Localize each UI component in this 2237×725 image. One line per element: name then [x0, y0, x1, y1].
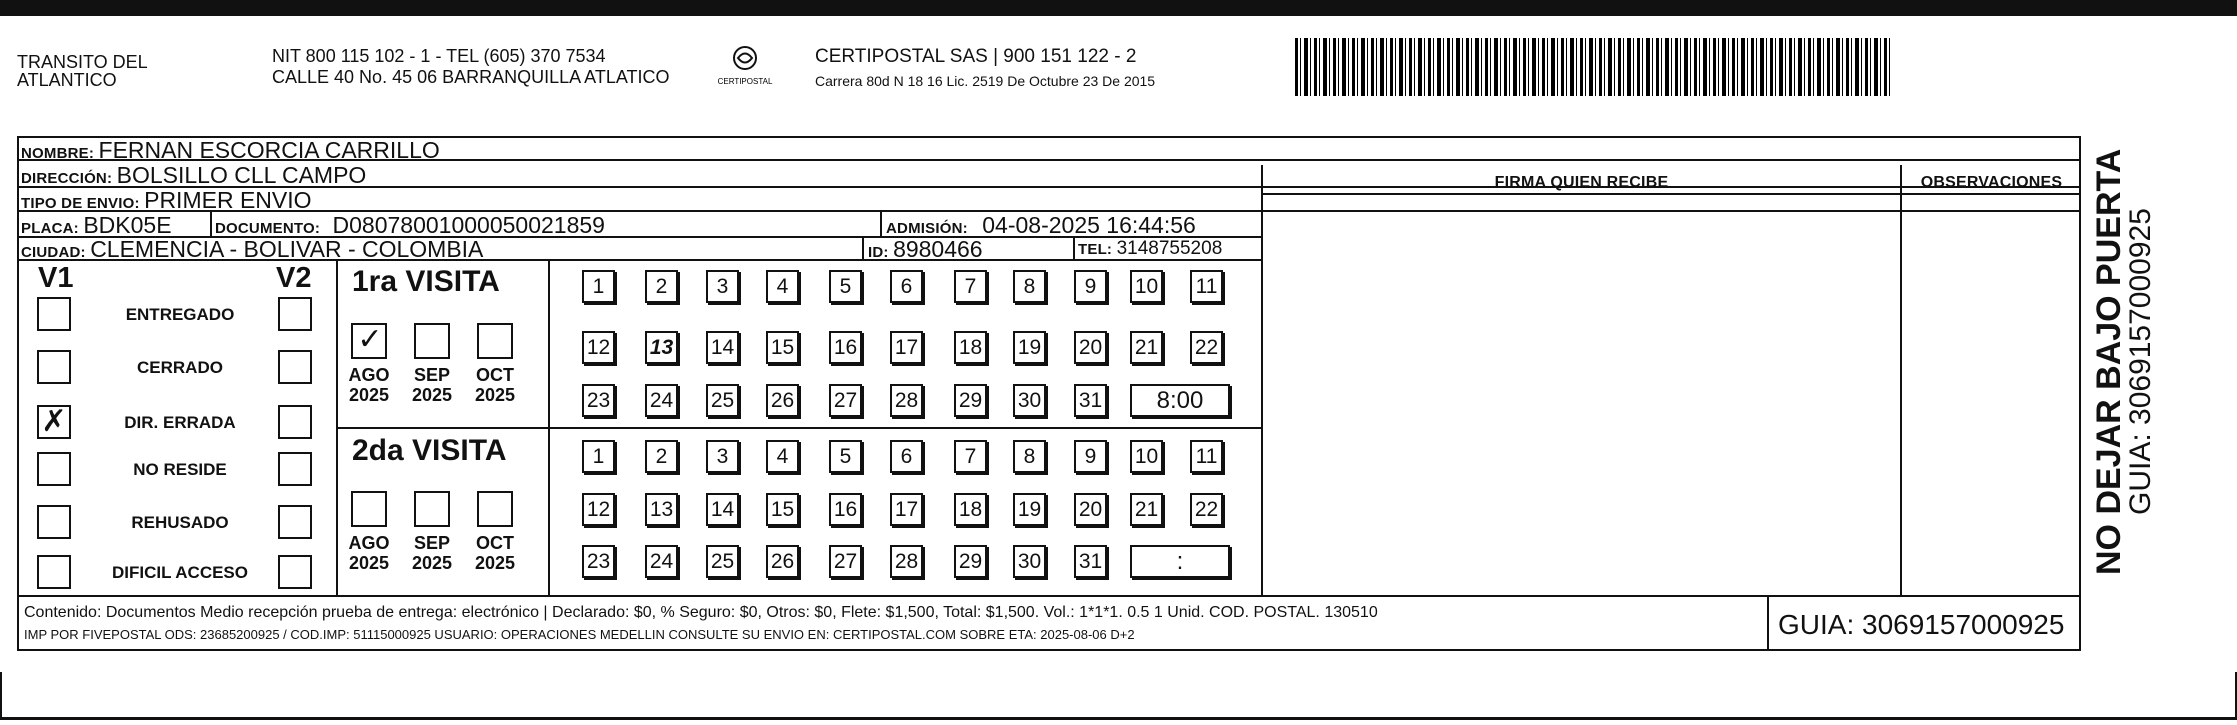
month-year: 2025 — [474, 385, 516, 405]
first-visit-day-box[interactable]: 9 — [1074, 270, 1107, 303]
second-visit-day-box[interactable]: 24 — [645, 545, 678, 578]
second-visit-day-box[interactable]: 9 — [1074, 440, 1107, 473]
second-visit-day-box[interactable]: 30 — [1013, 545, 1046, 578]
first-visit-day-box[interactable]: 25 — [706, 384, 739, 417]
direccion-value: BOLSILLO CLL CAMPO — [116, 162, 367, 188]
first-visit-day-box[interactable]: 8 — [1013, 270, 1046, 303]
documento-value: D080780010000500218​59 — [332, 212, 605, 238]
admision-value: 04-08-2025 16:44:56 — [982, 212, 1196, 238]
row-tel — [1078, 238, 1222, 260]
print-info-line: IMP POR FIVEPOSTAL ODS: 23685200925 / COD.IMP: 51115000925 USUARIO: OPERACIONES MEDELLIN CONSULTE SU ENVIO EN: CERTIPOSTAL.COM SOBRE ETA: 2025-08-06 D+2 — [24, 627, 1135, 642]
month-year: 2025 — [348, 385, 390, 405]
nombre-label: NOMBRE: — [21, 145, 95, 162]
month-year: 2025 — [348, 553, 390, 573]
tel-value: 3148755208 — [1116, 238, 1223, 259]
no-dejar-bajo-puerta: NO DEJAR BAJO PUERTA — [2090, 148, 2128, 575]
first-visit-day-box[interactable]: 6 — [890, 270, 923, 303]
company-license: Carrera 80d N 18 16 Lic. 2519 De Octubre 23 De 2015 — [815, 73, 1156, 89]
second-visit-day-box[interactable]: 22 — [1190, 493, 1223, 526]
first-visit-day-box[interactable]: 27 — [829, 384, 862, 417]
second-visit-day-box[interactable]: 21 — [1130, 493, 1163, 526]
first-visit-day-box[interactable]: 26 — [766, 384, 799, 417]
second-visit-day-box[interactable]: 14 — [706, 493, 739, 526]
contents-line: Contenido: Documentos Medio recepción prueba de entrega: electrónico | Declarado: $0, % Seguro: $0, Otros: $0, Flete: $1,500, Total: $1,500. Vol.: 1*1*1. 0.5 1 Unid. COD. POSTAL. 130510 — [24, 604, 1378, 621]
second-visit-day-box[interactable]: 2 — [645, 440, 678, 473]
first-visit-day-box[interactable]: 12 — [582, 331, 615, 364]
status-v1-checkbox[interactable] — [37, 555, 71, 589]
first-visit-day-box[interactable]: 3 — [706, 270, 739, 303]
first-visit-time-box[interactable]: 8:00 — [1130, 384, 1230, 417]
second-visit-day-box[interactable]: 18 — [954, 493, 987, 526]
svg-text:CERTIPOSTAL: CERTIPOSTAL — [717, 77, 773, 86]
second-visit-day-box[interactable]: 16 — [829, 493, 862, 526]
row-placa — [21, 212, 172, 239]
placa-label: PLACA: — [21, 220, 79, 237]
check-mark-icon: ✓ — [357, 322, 383, 357]
barcode — [1295, 38, 1890, 96]
first-visit-day-box[interactable]: 21 — [1130, 331, 1163, 364]
first-visit-day-box[interactable]: 20 — [1074, 331, 1107, 364]
certipostal-logo-icon — [710, 44, 780, 92]
tel-label: TEL: — [1078, 241, 1113, 258]
second-visit-day-box[interactable]: 19 — [1013, 493, 1046, 526]
ciudad-value: CLEMENCIA - BOLIVAR - COLOMBIA — [90, 236, 484, 262]
first-visit-month-label — [404, 365, 460, 405]
first-visit-day-box[interactable]: 30 — [1013, 384, 1046, 417]
first-visit-month-checkbox[interactable] — [414, 323, 450, 359]
status-label: REHUSADO — [131, 513, 229, 532]
row-id — [868, 236, 983, 263]
status-v2-checkbox[interactable] — [278, 452, 312, 486]
firma-header: FIRMA QUIEN RECIBE — [1494, 174, 1669, 191]
status-v2-checkbox[interactable] — [278, 555, 312, 589]
id-label: ID: — [868, 244, 889, 261]
second-visit-month-label — [341, 533, 397, 573]
month-name: AGO — [348, 533, 390, 553]
second-visit-month-checkbox[interactable] — [414, 491, 450, 527]
second-visit-day-box[interactable]: 8 — [1013, 440, 1046, 473]
first-visit-day-box[interactable]: 31 — [1074, 384, 1107, 417]
second-visit-month-checkbox[interactable] — [477, 491, 513, 527]
first-visit-day-box[interactable]: 23 — [582, 384, 615, 417]
second-visit-day-box[interactable]: 15 — [766, 493, 799, 526]
second-visit-day-box[interactable]: 10 — [1130, 440, 1163, 473]
month-year: 2025 — [474, 553, 516, 573]
second-visit-day-box[interactable]: 1 — [582, 440, 615, 473]
tipo-value: PRIMER ENVIO — [144, 187, 312, 213]
second-visit-day-box[interactable]: 6 — [890, 440, 923, 473]
second-visit-day-box[interactable]: 29 — [954, 545, 987, 578]
nombre-value: FERNAN ESCORCIA CARRILLO — [98, 137, 440, 163]
first-visit-day-box[interactable]: 29 — [954, 384, 987, 417]
month-name: OCT — [476, 533, 514, 553]
status-v1-checkbox[interactable] — [37, 452, 71, 486]
sender-name-line2: ATLANTICO — [17, 70, 117, 90]
first-visit-month-label — [341, 365, 397, 405]
second-visit-day-box[interactable]: 17 — [890, 493, 923, 526]
first-visit-day-box[interactable]: 16 — [829, 331, 862, 364]
second-visit-day-box[interactable]: 26 — [766, 545, 799, 578]
first-visit-day-box[interactable]: 11 — [1190, 270, 1223, 303]
first-visit-day-box[interactable]: 14 — [706, 331, 739, 364]
second-visit-day-box[interactable]: 28 — [890, 545, 923, 578]
second-visit-month-label — [467, 533, 523, 573]
status-v1-checkbox[interactable] — [37, 505, 71, 539]
first-visit-day-box[interactable]: 24 — [645, 384, 678, 417]
second-visit-day-box[interactable]: 11 — [1190, 440, 1223, 473]
v2-header: V2 — [276, 262, 312, 294]
month-name: OCT — [476, 365, 514, 385]
sender-name-line1: TRANSITO DEL — [17, 52, 148, 72]
second-visit-day-box[interactable]: 20 — [1074, 493, 1107, 526]
status-v1-checkbox[interactable] — [37, 405, 71, 439]
first-visit-day-box[interactable]: 2 — [645, 270, 678, 303]
first-visit-day-box[interactable]: 15 — [766, 331, 799, 364]
tipo-label: TIPO DE ENVIO: — [21, 195, 140, 212]
observaciones-header: OBSERVACIONES — [1920, 174, 2063, 191]
status-label: CERRADO — [137, 358, 223, 377]
company-info: CERTIPOSTAL SAS | 900 151 122 - 2 — [815, 46, 1137, 67]
first-visit-title: 1ra VISITA — [352, 265, 500, 298]
first-visit-day-box[interactable]: 10 — [1130, 270, 1163, 303]
first-visit-day-box[interactable]: 19 — [1013, 331, 1046, 364]
certipostal-logo — [710, 44, 780, 92]
direccion-label: DIRECCIÓN: — [21, 170, 113, 187]
second-visit-day-box[interactable]: 31 — [1074, 545, 1107, 578]
second-visit-day-box[interactable]: 13 — [645, 493, 678, 526]
sender-address: CALLE 40 No. 45 06 BARRANQUILLA ATLATICO — [272, 67, 670, 87]
first-visit-day-box[interactable]: 28 — [890, 384, 923, 417]
footer-guia: GUIA: 3069157000925 — [1778, 609, 2065, 640]
row-nombre — [21, 137, 440, 164]
first-visit-month-checkbox[interactable] — [351, 323, 387, 359]
row-direccion — [21, 162, 366, 189]
status-v1-checkbox[interactable] — [37, 350, 71, 384]
second-visit-day-box[interactable]: 3 — [706, 440, 739, 473]
month-year: 2025 — [411, 385, 453, 405]
month-name: SEP — [413, 365, 451, 385]
status-v2-checkbox[interactable] — [278, 297, 312, 331]
row-tipo — [21, 187, 312, 214]
firma-area[interactable] — [1263, 195, 1900, 595]
first-visit-day-box[interactable]: 18 — [954, 331, 987, 364]
second-visit-month-label — [404, 533, 460, 573]
status-v2-checkbox[interactable] — [278, 405, 312, 439]
row-admision — [886, 212, 1196, 239]
first-visit-month-checkbox[interactable] — [477, 323, 513, 359]
x-mark-icon: ✗ — [41, 404, 67, 439]
status-v2-checkbox[interactable] — [278, 350, 312, 384]
second-visit-month-checkbox[interactable] — [351, 491, 387, 527]
second-visit-day-box[interactable]: 23 — [582, 545, 615, 578]
status-label: NO RESIDE — [133, 460, 227, 479]
first-visit-day-box[interactable]: 22 — [1190, 331, 1223, 364]
status-v1-checkbox[interactable] — [37, 297, 71, 331]
second-visit-day-box[interactable]: 5 — [829, 440, 862, 473]
first-visit-month-label — [467, 365, 523, 405]
month-year: 2025 — [411, 553, 453, 573]
second-visit-day-box[interactable]: 25 — [706, 545, 739, 578]
side-guia: GUIA: 3069157000925 — [2124, 208, 2157, 515]
ciudad-label: CIUDAD: — [21, 244, 86, 261]
first-visit-day-box[interactable]: 7 — [954, 270, 987, 303]
row-ciudad — [21, 236, 483, 263]
top-border — [0, 0, 2237, 16]
v1-header: V1 — [38, 262, 74, 294]
id-value: 8980466 — [893, 236, 983, 262]
first-visit-day-box[interactable]: 5 — [829, 270, 862, 303]
documento-label: DOCUMENTO: — [215, 220, 321, 237]
observaciones-area[interactable] — [1902, 195, 2081, 595]
status-label: DIR. ERRADA — [124, 413, 236, 432]
second-visit-day-box[interactable]: 7 — [954, 440, 987, 473]
placa-value: BDK05E — [83, 212, 172, 238]
first-visit-day-box[interactable]: 17 — [890, 331, 923, 364]
month-name: SEP — [413, 533, 451, 553]
status-v2-checkbox[interactable] — [278, 505, 312, 539]
status-label: DIFICIL ACCESO — [111, 563, 248, 582]
second-visit-day-box[interactable]: 12 — [582, 493, 615, 526]
first-visit-day-box[interactable]: 13 — [645, 331, 678, 364]
month-name: AGO — [348, 365, 390, 385]
sender-nit: NIT 800 115 102 - 1 - TEL (605) 370 7534 — [272, 46, 606, 66]
second-visit-day-box[interactable]: 4 — [766, 440, 799, 473]
first-visit-day-box[interactable]: 1 — [582, 270, 615, 303]
status-label: ENTREGADO — [125, 305, 235, 324]
second-visit-time-box[interactable]: : — [1130, 545, 1230, 578]
admision-label: ADMISIÓN: — [886, 220, 968, 237]
second-visit-title: 2da VISITA — [352, 434, 507, 467]
second-visit-day-box[interactable]: 27 — [829, 545, 862, 578]
first-visit-day-box[interactable]: 4 — [766, 270, 799, 303]
row-documento — [215, 212, 605, 239]
